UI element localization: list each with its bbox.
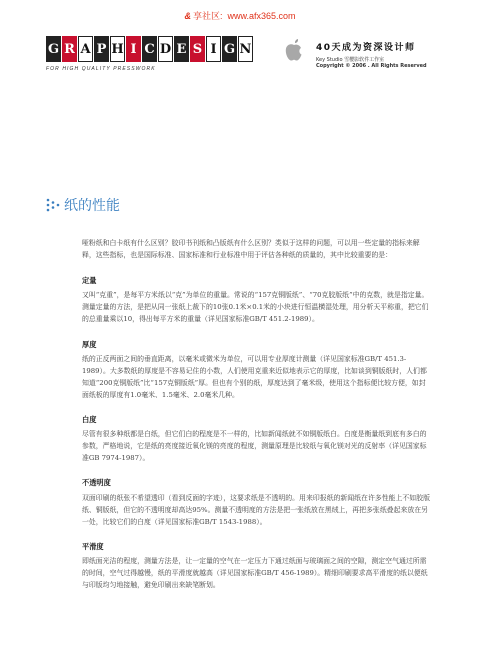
brand-letter: S <box>190 36 205 62</box>
brand-logo <box>46 36 254 66</box>
copyright-text: Copyright © 2006 . All Rights Reserved <box>316 63 427 69</box>
section-opacity <box>82 477 432 527</box>
intro-paragraph: 哑粉纸和白卡纸有什么区别？胶印书刊纸和凸版纸有什么区别？类似于这样的问题，可以用一些定量的指标来解释，这些指标，也是国际标准、国家标准和行业标准中用于评估各种纸的质量的，其中比较重要的是： <box>82 239 420 260</box>
site-banner[interactable] <box>0 9 480 22</box>
section-body: 纸的正反两面之间的垂直距离，以毫米或微米为单位，可以用专业厚度计测量（详见国家标准GB/T 451.3-1989）。大多数纸的厚度是不容易记住的小数，人们使用克重来近似地表示它的厚度，比如谈到铜版纸时，人们都知道“200克铜版纸”比“157克铜版纸”厚。但也有个别的纸，厚度达到了毫米级，使用这个指标便比较方便，如封面纸板的厚度有1.0毫米、1.5毫米、2.0毫米几种。 <box>82 354 427 399</box>
brand-letter: C <box>142 36 157 62</box>
brand-letter: A <box>78 36 93 62</box>
brand-letter: D <box>158 36 173 62</box>
book-title: 40天成为资深设计师 <box>316 43 416 53</box>
brand-letter: N <box>238 36 253 62</box>
brand-letter: I <box>206 36 221 62</box>
section-basis-weight <box>82 275 432 325</box>
section-whiteness <box>82 414 432 464</box>
section-body: 双面印刷的纸张不希望透印（看到反面的字迹），这要求纸是不透明的。用来印报纸的新闻纸在许多性能上不如胶版纸、铜版纸，但它的不透明度却高达95%。测量不透明度的方法是把一张纸放在黑绒上，再把多张纸叠起来放在另一处，比较它们的白度（详见国家标准GB/T 1543-1988）。 <box>82 493 430 526</box>
section-smoothness <box>82 541 432 591</box>
brand-tagline: FOR HIGH QUALITY PRESSWORK <box>46 66 156 72</box>
brand-letter: I <box>126 36 141 62</box>
brand-letter: E <box>174 36 189 62</box>
section-body: 又叫“克重”，是每平方米纸以“克”为单位的重量。常说的“157克铜版纸”、“70克胶版纸”中的克数，就是指定量。测量定量的方法，是把从同一张纸上裁下的10张0.1米×0.1米的小块进行恒温横湿处理，用分析天平称重，把它们的总重量乘以10，得出每平方米的重量（详见国家标准GB/T 451.2-1989）。 <box>82 291 429 324</box>
page-heading <box>46 195 120 215</box>
section-title: 厚度 <box>82 339 97 349</box>
article-body <box>82 237 432 603</box>
section-title: 白度 <box>82 415 97 425</box>
brand-letter: G <box>222 36 237 62</box>
site-name: 享社区: <box>192 11 223 21</box>
brand-letter: P <box>94 36 109 62</box>
section-title: 平滑度 <box>82 541 104 551</box>
bullet-dots-icon <box>46 198 60 212</box>
site-logo-icon: & <box>184 11 191 21</box>
apple-logo-icon <box>284 38 304 62</box>
page-title: 纸的性能 <box>64 198 120 214</box>
site-url[interactable]: www.afx365.com <box>227 11 296 21</box>
brand-letter: H <box>110 36 125 62</box>
section-thickness <box>82 339 432 401</box>
brand-letter: R <box>62 36 77 62</box>
section-body: 尽管有很多种纸都是白纸，但它们白的程度是不一样的，比如新闻纸就不如铜版纸白。白度是衡量纸到底有多白的参数，严格地说，它是纸的亮度接近氧化镁的亮度的程度，测量原理是比较纸与氧化镁对光的反射率（详见国家标准GB 7974-1987）。 <box>82 430 427 463</box>
section-title: 不透明度 <box>82 478 111 488</box>
section-body: 即纸面光洁的程度，测量方法是，让一定量的空气在一定压力下通过纸面与玻璃面之间的空隙，测定空气通过所需的时间，空气过得越慢，纸的平滑度就越高（详见国家标准GB/T 456-1989）。精细印刷要求高平滑度的纸以便纸与印版均匀地接触，避免印刷出来缺笔断划。 <box>82 556 428 590</box>
section-title: 定量 <box>82 276 97 286</box>
brand-letter: G <box>46 36 61 62</box>
studio-name: Key Studio 雪樱影软件工作室 <box>316 57 385 63</box>
